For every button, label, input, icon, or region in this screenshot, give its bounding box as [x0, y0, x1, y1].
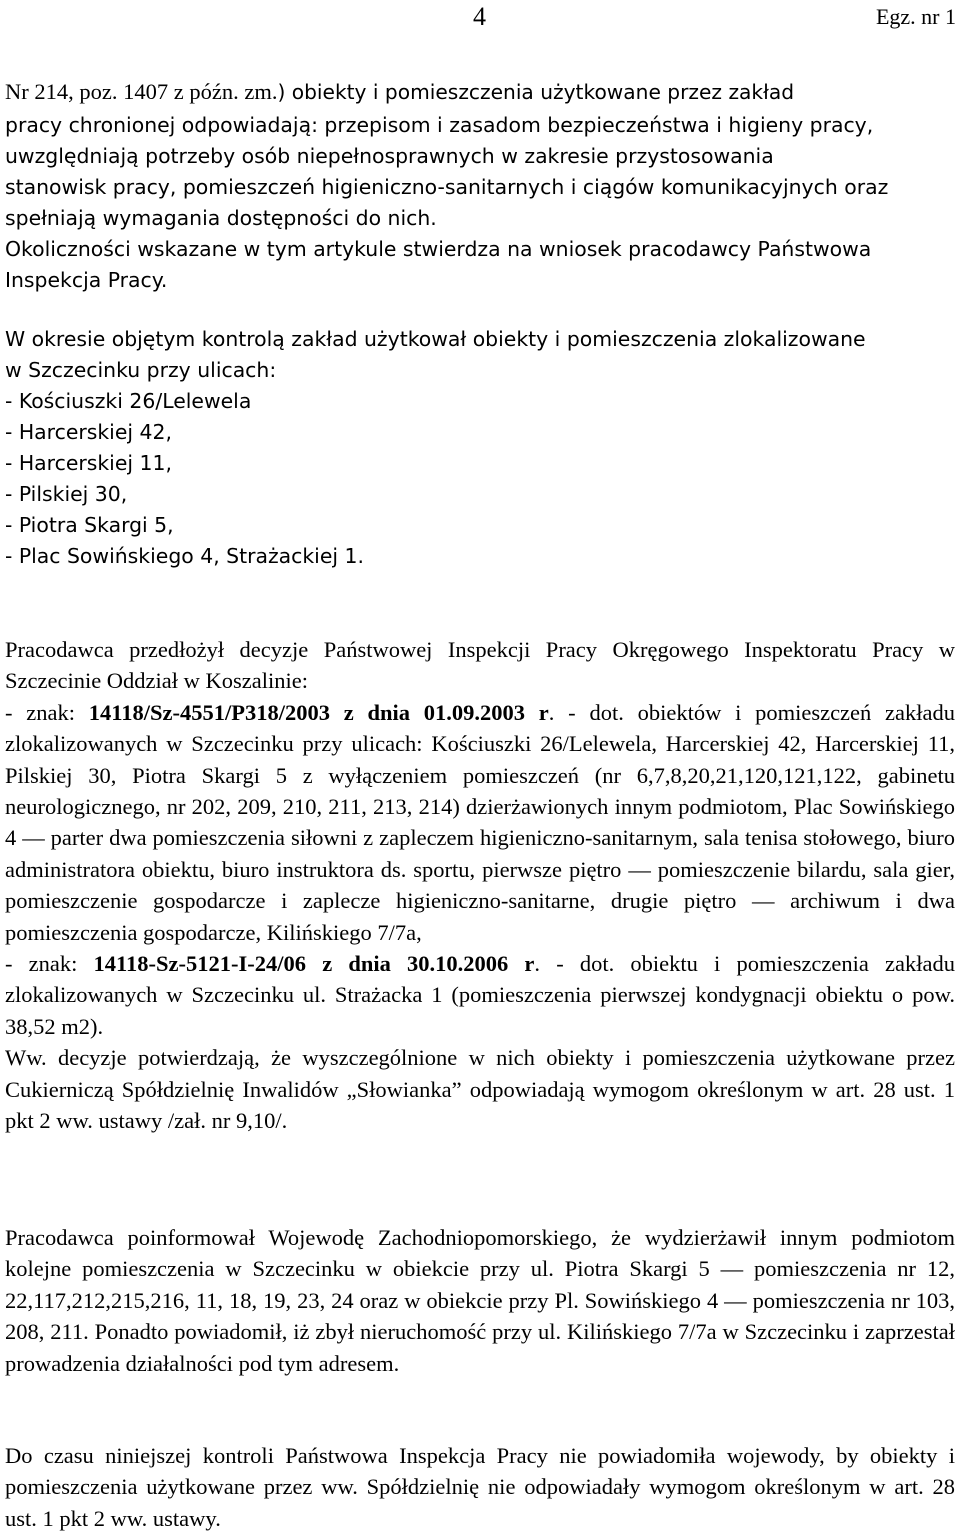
paragraph-line: W okresie objętym kontrolą zakład użytkował obiekty i pomieszczenia zlokalizowane [5, 327, 866, 351]
decision-reference: 14118/Sz-4551/P318/2003 z dnia 01.09.2003 r [88, 699, 549, 725]
paragraph-notification: Pracodawca poinformował Wojewodę Zachodniopomorskiego, że wydzierżawił innym podmiotom kolejne pomieszczenia w Szczecinku w obiekcie przy ul. Piotra Skargi 5 — pomieszczenia nr 12, 22,117,212,215,216, 11, 18, 19, 23, 24 oraz w obiekcie przy Pl. Sowińskiego 4 — pomieszczenia nr 103, 208, 211. Ponadto powiadomił, iż zbył nieruchomość przy ul. Kilińskiego 7/7a w Szczecinku i zaprzestał prowadzenia działalności pod tym adresem. [5, 1225, 955, 1376]
decision-item [5, 697, 955, 948]
paragraph-line: Okoliczności wskazane w tym artykule stwierdza na wniosek pracodawcy Państwowa [5, 237, 872, 261]
legal-reference: Nr 214, poz. 1407 z późn. zm. [5, 79, 278, 104]
paragraph-line: w Szczecinku przy ulicach: [5, 358, 277, 382]
decision-reference: 14118-Sz-5121-I-24/06 z dnia 30.10.2006 r [93, 951, 535, 977]
paragraph-line: Inspekcja Pracy. [5, 268, 168, 292]
decision-item [5, 948, 955, 1042]
paragraph-line: pracy chronionej odpowiadają: przepisom i zasadom bezpieczeństwa i higieny pracy, [5, 113, 874, 137]
street-list-item: - Harcerskiej 42, [5, 420, 172, 444]
page-number: 4 [473, 2, 486, 31]
paragraph-line: stanowisk pracy, pomieszczeń higieniczno-sanitarnych i ciągów komunikacyjnych oraz [5, 175, 889, 199]
paragraph-line: spełniają wymagania dostępności do nich. [5, 206, 437, 230]
decision-prefix: - znak: [5, 951, 94, 977]
paragraph-text: ) obiekty i pomieszczenia użytkowane przez zakład [277, 80, 795, 104]
street-list-item: - Pilskiej 30, [5, 482, 128, 506]
decision-prefix: - znak: [5, 699, 89, 725]
paragraph-line: uwzględniają potrzeby osób niepełnosprawnych w zakresie przystosowania [5, 144, 774, 168]
street-list-item: - Kościuszki 26/Lelewela [5, 389, 252, 413]
paragraph-line [5, 76, 955, 110]
paragraph-premises [5, 324, 955, 572]
paragraph-legal-basis [5, 76, 955, 296]
street-list-item: - Piotra Skargi 5, [5, 513, 174, 537]
decision-text: . - dot. obiektów i pomieszczeń zakładu zlokalizowanych w Szczecinku przy ulicach: Kościuszki 26/Lelewela, Harcerskiej 42, Harcerskiej 11, Pilskiej 30, Piotra Skargi 5 z wyłączeniem pomieszczeń (nr 6,7,8,20,21,120,121,122, gabinetu neurologicznego, nr 202, 209, 210, 211, 213, 214) dzierżawionych innym podmiotom, Plac Sowińskiego 4 — parter dwa pomieszczenia siłowni z zapleczem higieniczno-sanitarnym, sala tenisa stołowego, biuro administratora obiektu, biuro instruktora ds. sportu, pierwsze piętro — pomieszczenie bilardu, sala gier, pomieszczenie gospodarcze i zaplecze higieniczno-sanitarne, drugie piętro — archiwum i dwa pomieszczenia gospodarcze, Kilińskiego 7/7a, [5, 699, 956, 945]
copy-label: Egz. nr 1 [875, 4, 956, 29]
paragraph-decisions [5, 634, 955, 1137]
street-list-item: - Plac Sowińskiego 4, Strażackiej 1. [5, 544, 364, 568]
decisions-conclusion: Ww. decyzje potwierdzają, że wyszczególnione w nich obiekty i pomieszczenia użytkowane przez Cukierniczą Spółdzielnię Inwalidów „Słowianka” odpowiadają wymogom określonym w art. 28 ust. 1 pkt 2 ww. ustawy /zał. nr 9,10/. [5, 1045, 955, 1134]
decision-text: . - dot. obiektu i pomieszczenia zakładu zlokalizowanych w Szczecinku ul. Strażacka 1 (pomieszczenia pierwszej kondygnacji obiektu o pow. 38,52 m2). [5, 951, 955, 1039]
decisions-intro: Pracodawca przedłożył decyzje Państwowej Inspekcji Pracy Okręgowego Inspektoratu Pracy w Szczecinie Oddział w Koszalinie: [5, 637, 955, 694]
street-list-item: - Harcerskiej 11, [5, 451, 172, 475]
paragraph-conclusion: Do czasu niniejszej kontroli Państwowa Inspekcja Pracy nie powiadomiła wojewody, by obiekty i pomieszczenia użytkowane przez ww. Spółdzielnię nie odpowiadały wymogom określonym w art. 28 ust. 1 pkt 2 ww. ustawy. [5, 1443, 955, 1531]
